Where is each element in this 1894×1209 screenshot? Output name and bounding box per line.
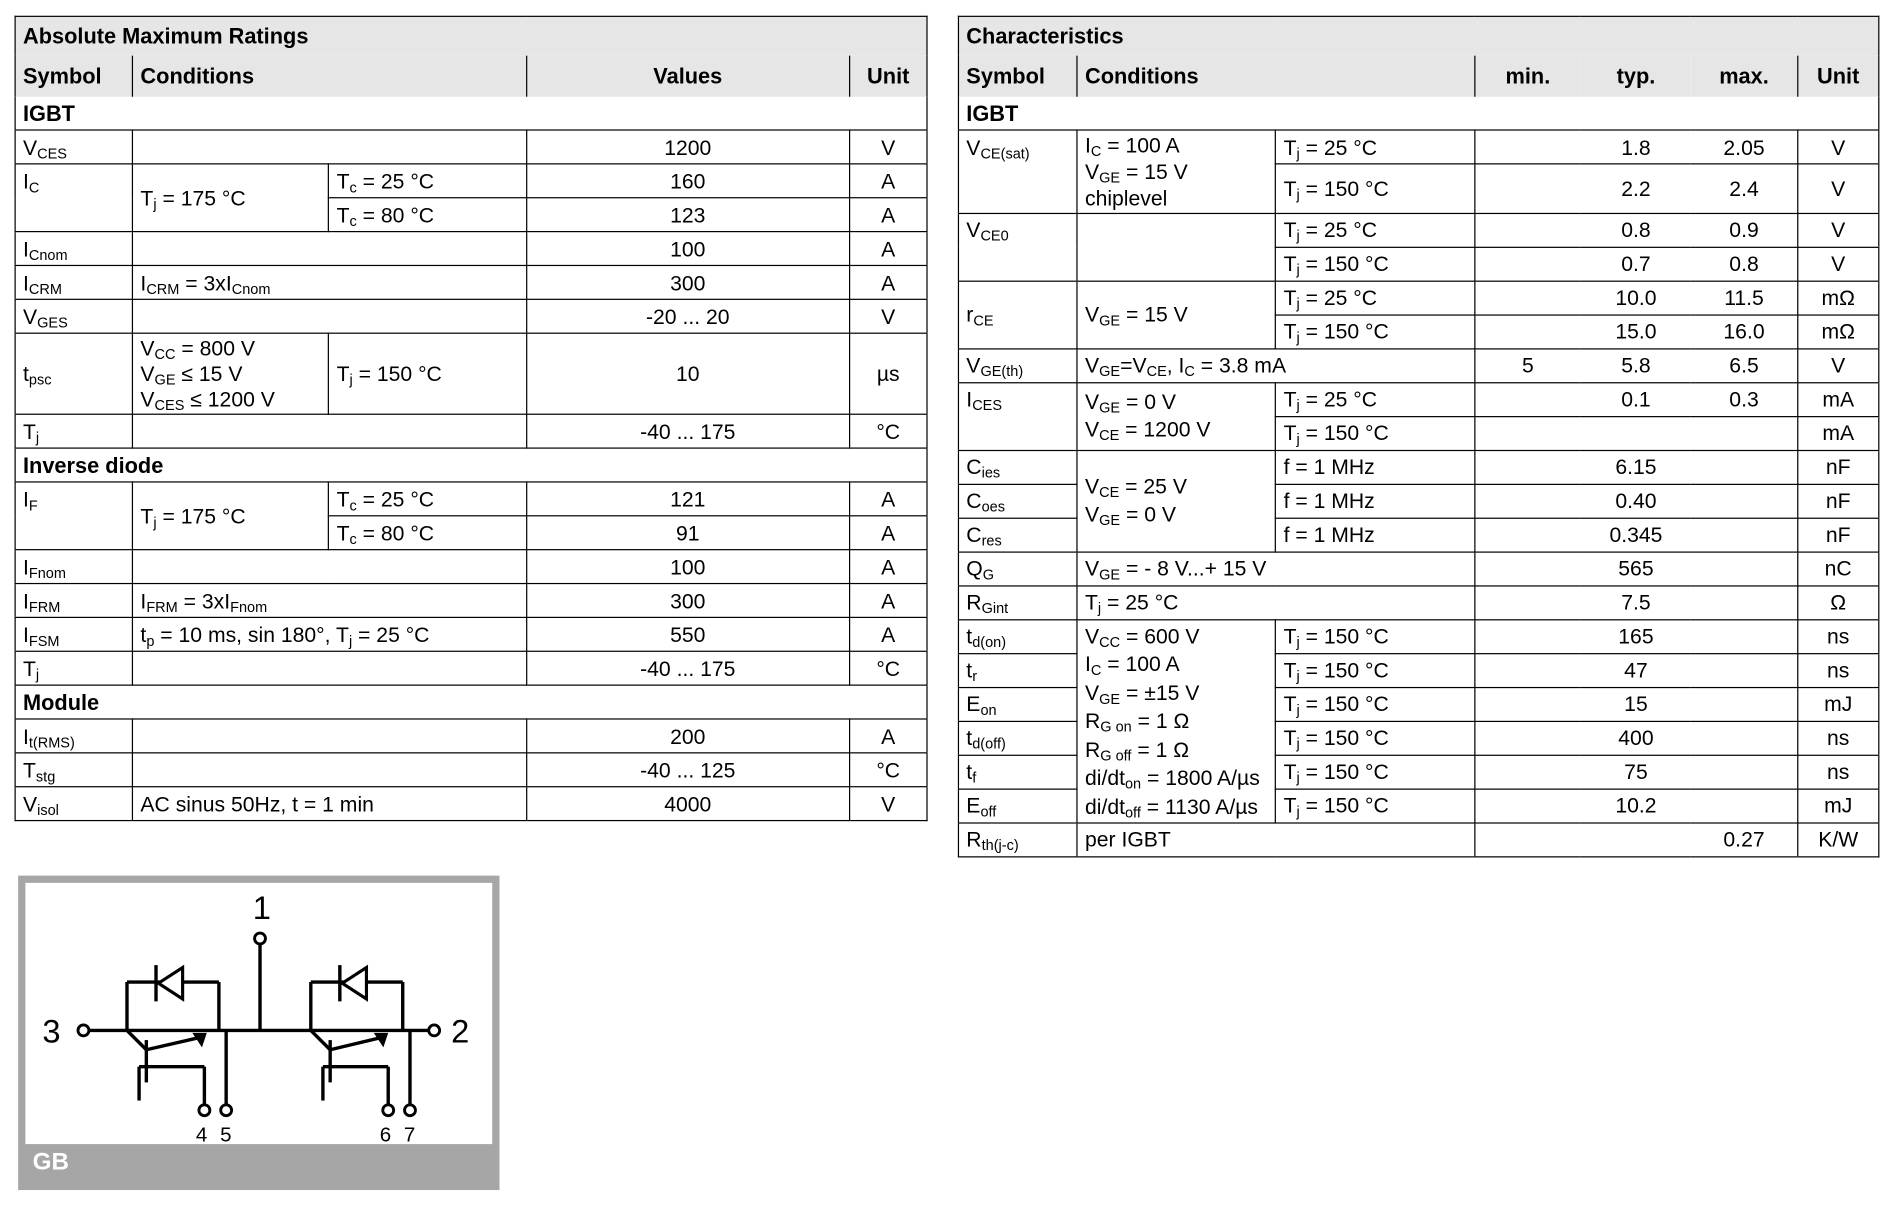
table-row: $R_{Gint}$ $T_j = 25$ °C 7.5 Ω (958, 585, 1878, 619)
terminal-2-icon (429, 1025, 440, 1036)
table-row: $t_f$ $T_j = 150$ °C 75 ns (958, 755, 1878, 789)
table-row: $t_{d(off)}$ $T_j = 150$ °C 400 ns (958, 721, 1878, 755)
table-row: $C_{oes}$ f = 1 MHz 0.40 nF (958, 484, 1878, 518)
table-row: $t_r$ $T_j = 150$ °C 47 ns (958, 653, 1878, 687)
terminal-1-icon (255, 933, 266, 944)
table-row: $I_{Cnom}$ 100 A (15, 232, 927, 266)
pin-label-6: 6 (379, 1123, 392, 1145)
table-row: $I_{t(RMS)}$ 200 A (15, 719, 927, 753)
ch-header-conditions: Conditions (1077, 56, 1474, 97)
pin-label-7: 7 (403, 1123, 416, 1145)
table-row: $C_{res}$ f = 1 MHz 0.345 nF (958, 518, 1878, 552)
ch-header-symbol: Symbol (958, 56, 1077, 97)
pin-label-5: 5 (220, 1123, 232, 1145)
circuit-diagram (18, 876, 499, 1190)
table-row: $T_c = 80$ °C 123 A (15, 198, 927, 232)
amr-section-module: Module (15, 685, 927, 719)
table-row: $T_j = 150$ °C 0.7 0.8 V (958, 247, 1878, 281)
pin-label-2: 2 (451, 1012, 470, 1050)
absolute-maximum-ratings-table (15, 16, 928, 821)
amr-header-symbol: Symbol (15, 56, 132, 97)
pin-label-1: 1 (252, 889, 271, 927)
table-row: $V_{CES}$ 1200 V (15, 130, 927, 164)
table-row: $t_{d(on)}$ $V_{CC} = 600$ V $I_C = 100$ A $V_{GE} = \pm 15$ V $R_{G on} = 1$ Ω $R_{G off} = 1$ Ω $di/dt_{on} = 1800$ A/µs $di/dt_{off} = 1130$ A/µs $T_j = 150$ °C 165 ns (958, 619, 1878, 653)
table-row: $T_j = 150$ °C mA (958, 416, 1878, 450)
table-row: $E_{on}$ $T_j = 150$ °C 15 mJ (958, 687, 1878, 721)
table-row: $R_{th(j-c)}$ per IGBT 0.27 K/W (958, 822, 1878, 856)
table-row: $I_{FSM}$ $t_p = 10$ ms, sin 180°, $T_j = 25$ °C 550 A (15, 617, 927, 651)
characteristics-table (958, 16, 1880, 857)
table-row: $I_{FRM}$ $I_{FRM} = 3xI_{Fnom}$ 300 A (15, 584, 927, 618)
table-row: $Q_G$ $V_{GE}$ = - 8 V...+ 15 V 565 nC (958, 551, 1878, 585)
amr-header-values: Values (526, 56, 849, 97)
table-row: $V_{CE(sat)}$ $I_C = 100$ A $V_{GE} = 15$ V chiplevel $T_j = 25$ °C 1.8 2.05 V (958, 130, 1878, 164)
terminal-4-icon (199, 1105, 210, 1116)
ch-title: Characteristics (958, 16, 1878, 55)
ch-header-max: max. (1691, 56, 1798, 97)
table-row: $T_c = 80$ °C 91 A (15, 516, 927, 550)
table-row: $I_{CES}$ $V_{GE} = 0$ V $V_{CE} = 1200$ V $T_j = 25$ °C 0.1 0.3 mA (958, 382, 1878, 416)
amr-section-inverse-diode: Inverse diode (15, 448, 927, 482)
ch-header-typ: typ. (1581, 56, 1691, 97)
table-row: $V_{CE0}$ $T_j = 25$ °C 0.8 0.9 V (958, 213, 1878, 247)
table-row: $I_{Fnom}$ 100 A (15, 550, 927, 584)
table-row: $T_{stg}$ -40 ... 125 °C (15, 753, 927, 787)
amr-section-igbt: IGBT (15, 97, 927, 130)
terminal-7-icon (405, 1105, 416, 1116)
table-row: $I_{CRM}$ $I_{CRM} = 3xI_{Cnom}$ 300 A (15, 265, 927, 299)
half-bridge-schematic (25, 883, 492, 1144)
pin-label-4: 4 (195, 1123, 208, 1145)
amr-header-conditions: Conditions (133, 56, 527, 97)
table-row: $C_{ies}$ $V_{CE} = 25$ V $V_{GE} = 0$ V f = 1 MHz 6.15 nF (958, 450, 1878, 484)
table-row: $r_{CE}$ $V_{GE} = 15$ V $T_j = 25$ °C 10.0 11.5 mΩ (958, 281, 1878, 315)
ch-header-unit: Unit (1798, 56, 1879, 97)
table-row: $T_j = 150$ °C 2.2 2.4 V (958, 164, 1878, 213)
table-row: $I_C$ $T_j = 175$ °C $T_c = 25$ °C 160 A (15, 164, 927, 198)
table-row: $V_{GES}$ -20 ... 20 V (15, 299, 927, 333)
pin-label-3: 3 (42, 1012, 61, 1050)
table-row: $t_{psc}$ $V_{CC} = 800$ V $V_{GE} \le 15$ V $V_{CES} \le 1200$ V $T_j = 150$ °C 10 µs (15, 333, 927, 414)
table-row: $I_F$ $T_j = 175$ °C $T_c = 25$ °C 121 A (15, 482, 927, 516)
module-type-label: GB (32, 1148, 69, 1176)
diode-icon (158, 968, 182, 999)
table-row: $T_j$ -40 ... 175 °C (15, 414, 927, 448)
table-row: $E_{off}$ $T_j = 150$ °C 10.2 mJ (958, 789, 1878, 823)
table-row: $V_{isol}$ AC sinus 50Hz, t = 1 min 4000 V (15, 787, 927, 821)
table-row: $V_{GE(th)}$ $V_{GE}=V_{CE}$, $I_C = 3.8$ mA 5 5.8 6.5 V (958, 348, 1878, 382)
table-row: $T_j$ -40 ... 175 °C (15, 651, 927, 685)
diode-icon (342, 968, 366, 999)
terminal-5-icon (221, 1105, 232, 1116)
terminal-3-icon (78, 1025, 89, 1036)
amr-header-unit: Unit (849, 56, 927, 97)
ch-header-min: min. (1474, 56, 1581, 97)
ch-section-igbt: IGBT (958, 97, 1878, 130)
table-row: $T_j = 150$ °C 15.0 16.0 mΩ (958, 314, 1878, 348)
amr-title: Absolute Maximum Ratings (15, 16, 927, 55)
terminal-6-icon (383, 1105, 394, 1116)
